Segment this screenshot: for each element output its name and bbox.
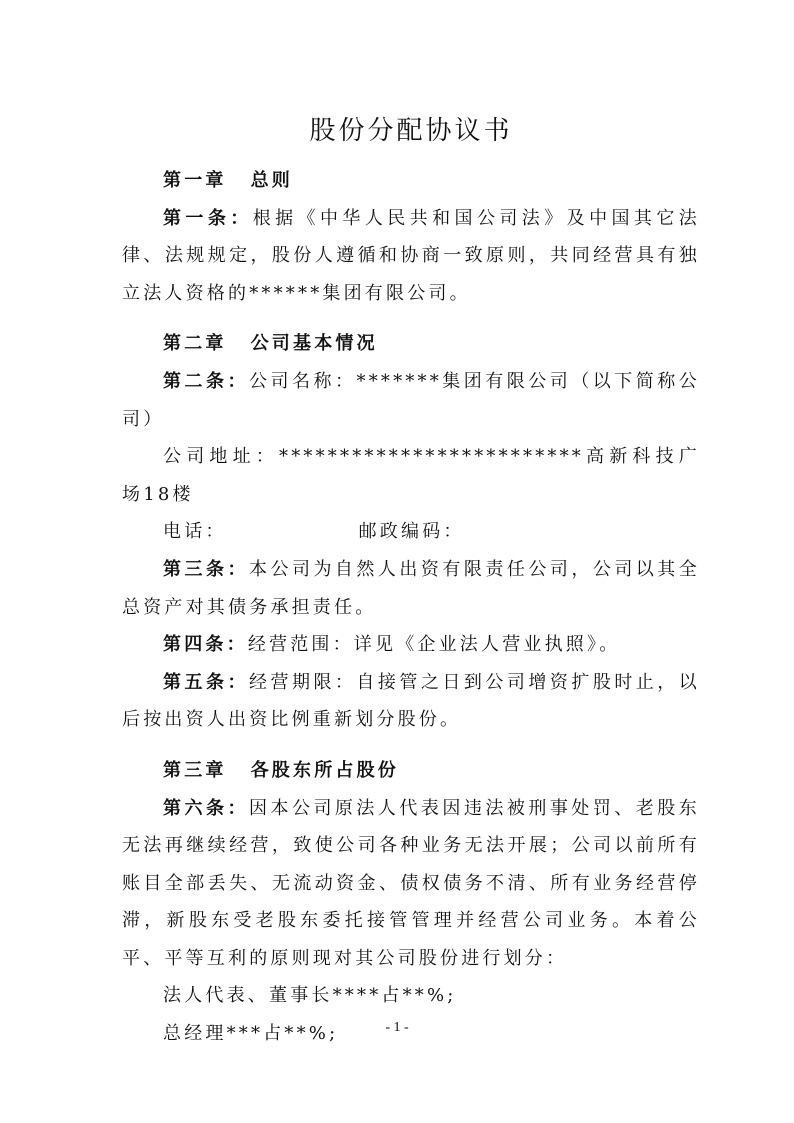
article-3 [122,551,700,626]
contact-line [122,513,700,551]
article-4 [122,626,700,664]
chapter-heading [122,325,700,363]
article-6 [122,790,700,978]
article-label: 第三条： [163,558,249,580]
share-line: 法人代表、董事长****占**%; [163,985,457,1007]
chapter-number: 第二章 [163,333,227,355]
article-text: 经营期限：自接管之日到公司增资扩股时止，以后按出资人出资比例重新划分股份。 [122,671,700,731]
article-text: 根据《中华人民共和国公司法》及中国其它法律、法规规定，股份人遵循和协商一致原则，共同经营具有独立法人资格的******集团有限公司。 [122,207,700,304]
document-title: 股份分配协议书 [309,116,513,146]
article-text: 经营范围：详见《企业法人营业执照》。 [247,634,621,656]
phone-label: 电话： [163,521,227,543]
document-body [122,162,700,1053]
page-number: - 1 - [385,1020,409,1035]
article-label: 第六条： [163,797,249,819]
chapter-number: 第三章 [163,759,227,781]
chapter-heading [122,752,700,790]
article-1 [122,200,700,313]
article-text: 本公司为自然人出资有限责任公司，公司以其全总资产对其债务承担责任。 [122,558,700,618]
postcode-label: 邮政编码： [358,521,465,543]
article-label: 第四条： [163,634,248,656]
chapter-name: 公司基本情况 [250,333,378,355]
article-5 [122,664,700,739]
chapter-number: 第一章 [163,170,227,191]
chapter-name: 总则 [250,170,294,191]
article-label: 第五条： [163,671,249,693]
chapter-name: 各股东所占股份 [250,759,400,781]
chapter-heading [122,162,700,200]
article-label: 第一条： [163,207,253,229]
article-label: 第二条： [163,370,250,392]
article-text: 公司名称：*******集团有限公司（以下简称公司） [122,370,700,430]
share-line: 总经理***占**%; [163,1023,339,1045]
company-address: 公司地址：*************************高新科技广场18楼 [122,446,700,505]
article-2 [122,363,700,438]
article-text: 因本公司原法人代表因违法被刑事处罚、老股东无法再继续经营，致使公司各种业务无法开展；公司以前所有账目全部丢失、无流动资金、债权债务不清、所有业务经营停滞，新股东受老股东委托接管管理并经营公司业务。本着公平、平等互利的原则现对其公司股份进行划分： [122,797,700,969]
